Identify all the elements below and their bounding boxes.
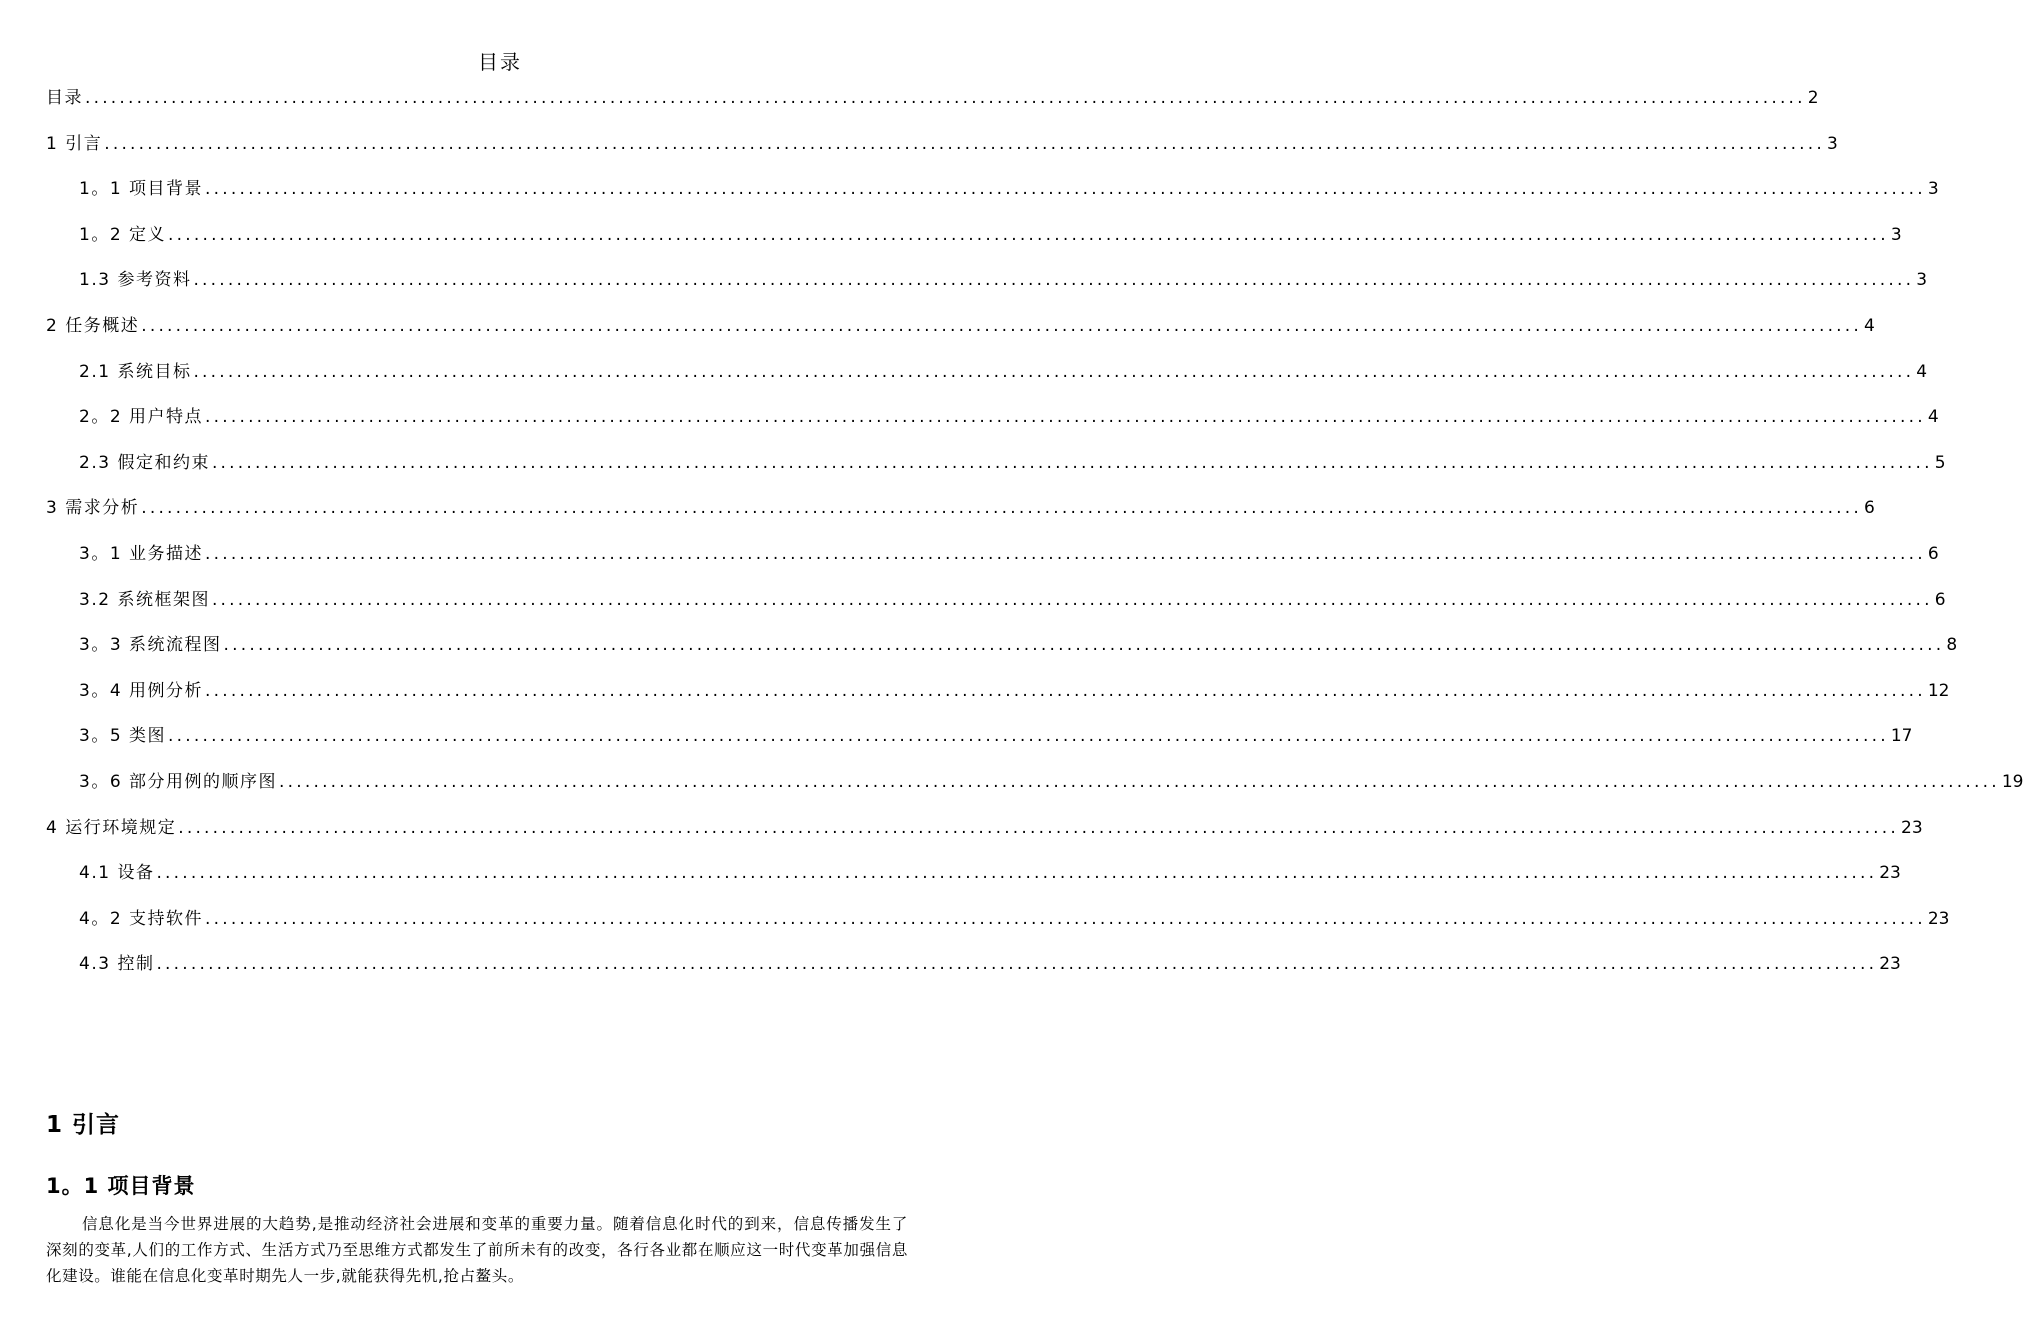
toc-entry-page: 6 [1934,589,1946,610]
toc-entry[interactable] [79,904,1950,934]
toc-leader-dots: ........................................................................................................................................................................................................ [223,635,1945,656]
toc-leader-dots: ........................................................................................................................................................................................................ [193,270,1915,291]
toc-entry-label: 1.3 参考资料 [79,270,192,291]
toc-leader-dots: ........................................................................................................................................................................................................ [168,224,1889,245]
toc-entry[interactable] [79,448,1946,478]
toc-leader-dots: ........................................................................................................................................................................................................ [193,361,1915,382]
toc-leader-dots: ........................................................................................................................................................................................................ [85,88,1806,108]
toc-leader-dots: ........................................................................................................................................................................................................ [205,908,1926,929]
toc-entry-label: 2 任务概述 [46,316,140,336]
toc-entry-label: 4 运行环境规定 [46,817,177,838]
toc-entry-label: 1。1 项目背景 [79,179,204,200]
toc-leader-dots: ........................................................................................................................................................................................................ [205,179,1926,200]
toc-entry-page: 3 [1916,270,1928,291]
toc-entry-label: 3。5 类图 [79,726,167,747]
toc-entry-label: 3。3 系统流程图 [79,635,222,656]
toc-entry[interactable] [46,311,1875,341]
toc-entry-label: 2。2 用户特点 [79,407,204,428]
toc-entry-page: 23 [1879,954,1901,975]
toc-entry-label: 1 引言 [46,133,103,154]
toc-entry[interactable] [46,493,1875,523]
toc-entry-page: 5 [1934,452,1946,473]
section-heading: 1 引言 [46,1112,121,1138]
toc-entry-label: 4.1 设备 [79,863,155,884]
toc-leader-dots: ........................................................................................................................................................................................................ [104,133,1825,154]
toc-entry-page: 19 [2001,772,2023,792]
toc-entry[interactable] [46,129,1838,159]
toc-entry-label: 2.1 系统目标 [79,361,192,382]
toc-entry-page: 3 [1927,179,1939,200]
toc-entry-page: 3 [1827,133,1838,154]
toc-entry[interactable] [79,357,1928,387]
toc-leader-dots: ........................................................................................................................................................................................................ [211,589,1933,610]
toc-entry-label: 3。6 部分用例的顺序图 [79,772,278,792]
toc-entry[interactable] [79,721,1913,751]
toc-entry-page: 4 [1927,407,1939,428]
toc-leader-dots: ........................................................................................................................................................................................................ [141,498,1862,519]
toc-entry-page: 17 [1890,726,1913,747]
toc-entry[interactable] [79,402,1939,432]
toc-leader-dots: ........................................................................................................................................................................................................ [156,863,1878,884]
toc-leader-dots: ........................................................................................................................................................................................................ [205,407,1926,428]
toc-entry[interactable] [79,630,1958,660]
toc-entry[interactable] [46,83,1819,113]
toc-entry-label: 3 需求分析 [46,498,140,519]
toc-entry[interactable] [79,220,1902,250]
toc-entry-page: 8 [1946,635,1958,656]
toc-entry-page: 6 [1927,544,1939,564]
toc-entry-label: 目录 [46,88,83,108]
toc-entry-page: 2 [1807,88,1819,108]
toc-leader-dots: ........................................................................................................................................................................................................ [141,316,1862,336]
toc-entry[interactable] [79,949,1901,979]
toc-entry-label: 4。2 支持软件 [79,908,204,929]
toc-leader-dots: ........................................................................................................................................................................................................ [178,817,1899,838]
toc-entry[interactable] [79,585,1946,615]
toc-entry-page: 6 [1864,498,1875,519]
toc-entry-label: 1。2 定义 [79,224,167,245]
toc-title: 目录 [478,50,522,74]
toc-entry-page: 23 [1927,908,1950,929]
toc-entry-page: 12 [1927,680,1950,701]
toc-entry[interactable] [79,676,1950,706]
toc-entry-page: 3 [1890,224,1902,245]
toc-leader-dots: ........................................................................................................................................................................................................ [156,954,1878,975]
body-paragraph: 信息化是当今世界进展的大趋势,是推动经济社会进展和变革的重要力量。随着信息化时代的到来，信息传播发生了深刻的变革,人们的工作方式、生活方式乃至思维方式都发生了前所未有的改变，各行各业都在顺应这一时代变革加强信息化建设。谁能在信息化变革时期先人一步,就能获得先机,抢占鳌头。 [46,1215,908,1285]
toc-leader-dots: ........................................................................................................................................................................................................ [168,726,1889,747]
toc-entry-label: 4.3 控制 [79,954,155,975]
toc-entry[interactable] [46,813,1923,843]
toc-entry[interactable] [79,174,1939,204]
toc-entry-page: 23 [1901,817,1923,838]
toc-entry[interactable] [79,858,1901,888]
toc-entry-label: 3。4 用例分析 [79,680,204,701]
toc-entry-page: 23 [1879,863,1901,884]
toc-entry[interactable] [79,265,1928,295]
toc-entry[interactable] [79,767,2023,797]
toc-entry-label: 3.2 系统框架图 [79,589,210,610]
toc-entry-label: 2.3 假定和约束 [79,452,210,473]
toc-entry[interactable] [79,539,1939,569]
toc-leader-dots: ........................................................................................................................................................................................................ [279,772,2000,792]
toc-leader-dots: ........................................................................................................................................................................................................ [211,452,1933,473]
toc-entry-label: 3。1 业务描述 [79,544,204,564]
toc-leader-dots: ........................................................................................................................................................................................................ [205,680,1926,701]
subsection-heading: 1。1 项目背景 [46,1174,196,1198]
toc-entry-page: 4 [1916,361,1928,382]
toc-entry-page: 4 [1864,316,1875,336]
toc-leader-dots: ........................................................................................................................................................................................................ [205,544,1926,564]
